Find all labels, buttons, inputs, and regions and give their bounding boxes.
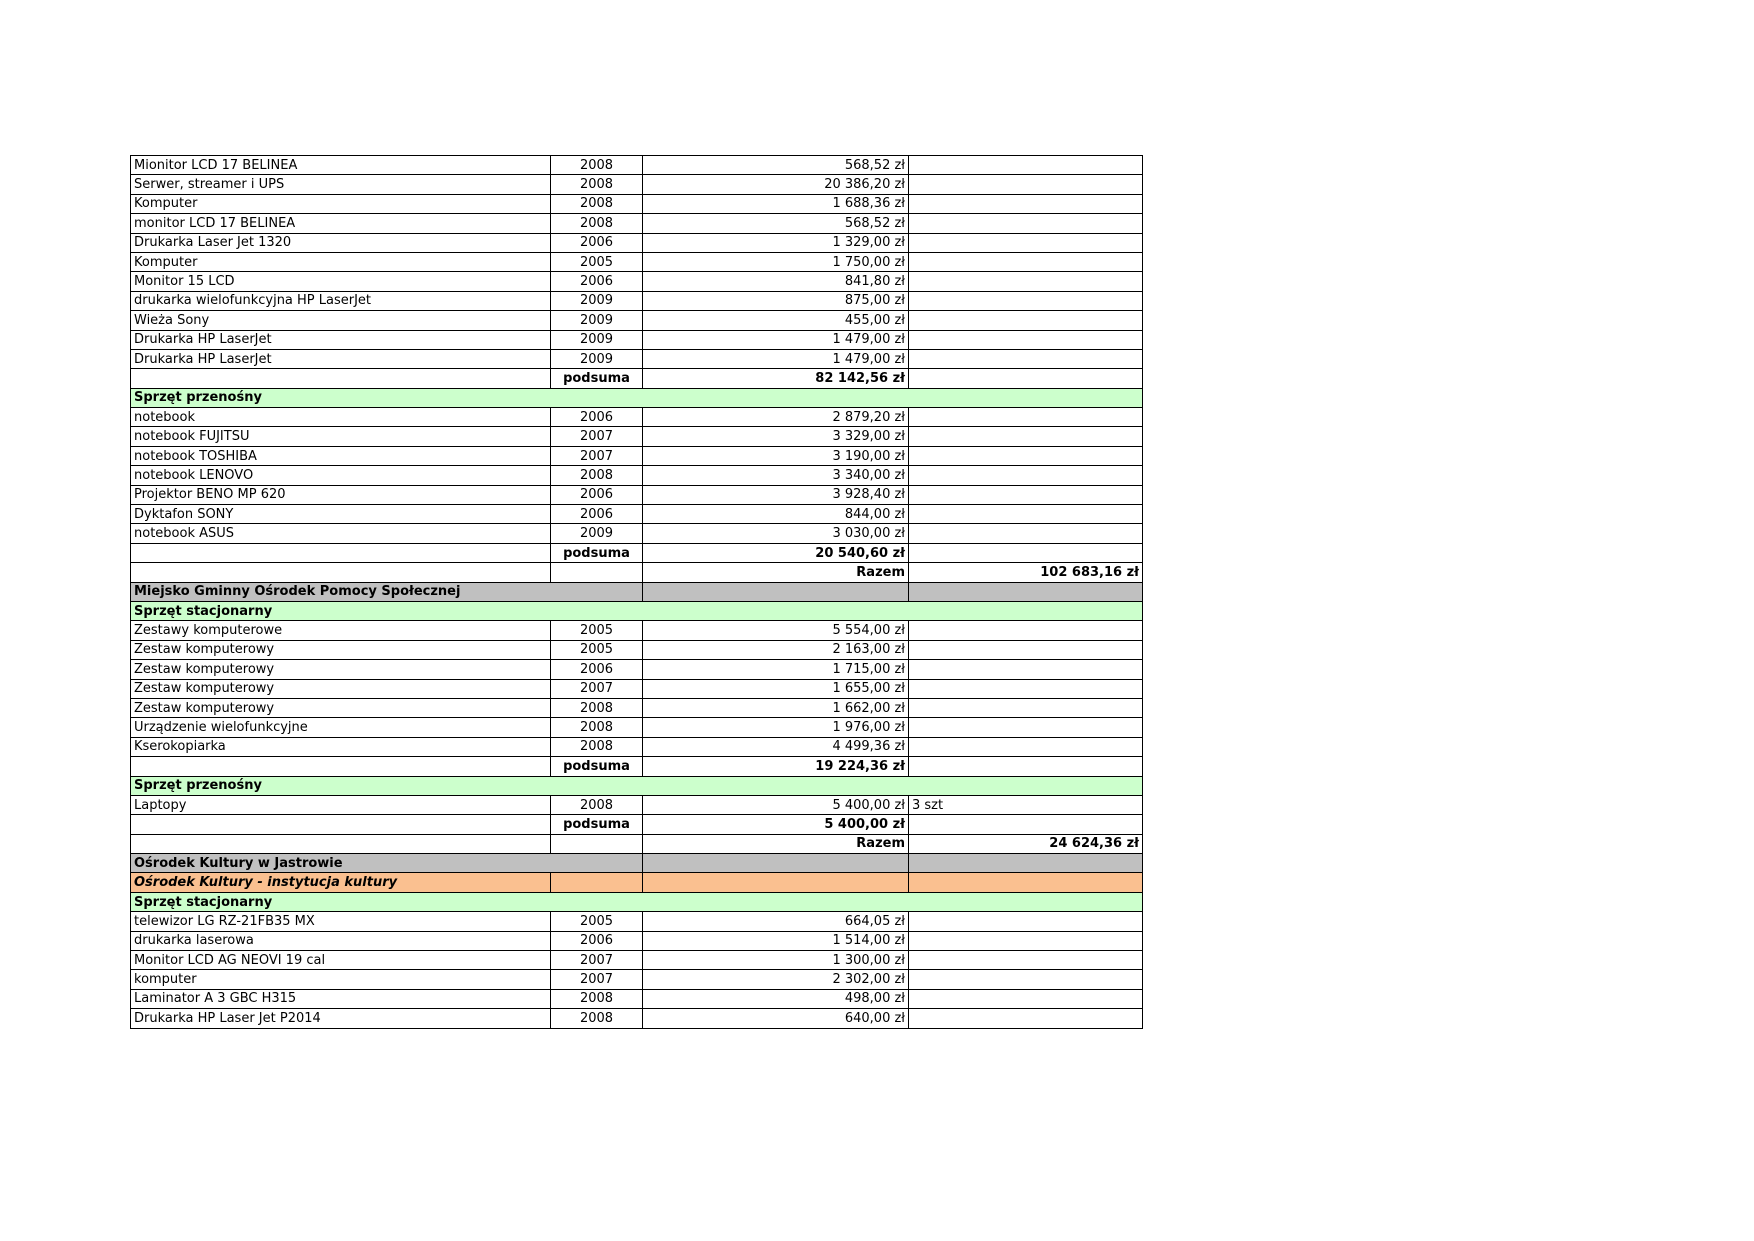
table-row [131,698,1143,717]
table-row [131,214,1143,233]
table-row [131,505,1143,524]
table-row [131,156,1143,175]
empty-cell [131,757,551,776]
item-value-cell: 3 030,00 zł [643,524,909,543]
item-name-cell: Kserokopiarka [131,737,551,756]
item-note-cell [909,311,1143,330]
item-value-cell: 498,00 zł [643,989,909,1008]
item-name-cell: Monitor LCD AG NEOVI 19 cal [131,951,551,970]
item-note-cell [909,698,1143,717]
empty-cell [551,563,643,582]
table-row [131,621,1143,640]
item-value-cell: 1 300,00 zł [643,951,909,970]
item-name-cell: Drukarka HP LaserJet [131,349,551,368]
empty-cell [131,563,551,582]
item-year-cell: 2008 [551,156,643,175]
item-value-cell: 4 499,36 zł [643,737,909,756]
item-value-cell: 1 976,00 zł [643,718,909,737]
empty-cell [909,854,1143,873]
table-row [131,446,1143,465]
table-row [131,330,1143,349]
item-value-cell: 2 163,00 zł [643,640,909,659]
item-name-cell: notebook LENOVO [131,466,551,485]
empty-cell [131,369,551,388]
table-row [131,252,1143,271]
item-note-cell [909,466,1143,485]
item-name-cell: Projektor BENO MP 620 [131,485,551,504]
item-year-cell: 2006 [551,485,643,504]
table-row [131,408,1143,427]
item-name-cell: Serwer, streamer i UPS [131,175,551,194]
unit-header-row [131,582,1143,601]
item-name-cell: Mionitor LCD 17 BELINEA [131,156,551,175]
item-year-cell: 2008 [551,175,643,194]
item-value-cell: 455,00 zł [643,311,909,330]
item-year-cell: 2007 [551,951,643,970]
equipment-table-body [131,156,1143,1029]
item-value-cell: 1 715,00 zł [643,660,909,679]
subtotal-label: podsuma [551,543,643,562]
item-name-cell: Dyktafon SONY [131,505,551,524]
subtotal-value: 20 540,60 zł [643,543,909,562]
table-row [131,737,1143,756]
table-row [131,679,1143,698]
item-value-cell: 5 400,00 zł [643,795,909,814]
institution-row [131,873,1143,892]
item-value-cell: 2 302,00 zł [643,970,909,989]
item-year-cell: 2006 [551,505,643,524]
table-row [131,524,1143,543]
item-year-cell: 2006 [551,272,643,291]
item-year-cell: 2005 [551,621,643,640]
item-value-cell: 3 190,00 zł [643,446,909,465]
category-row [131,776,1143,795]
unit-label: Ośrodek Kultury w Jastrowie [131,854,643,873]
item-name-cell: notebook FUJITSU [131,427,551,446]
item-name-cell: Zestaw komputerowy [131,698,551,717]
table-row [131,485,1143,504]
item-note-cell [909,252,1143,271]
item-name-cell: Drukarka Laser Jet 1320 [131,233,551,252]
table-row [131,466,1143,485]
item-value-cell: 3 340,00 zł [643,466,909,485]
table-row [131,194,1143,213]
item-value-cell: 1 688,36 zł [643,194,909,213]
item-value-cell: 1 662,00 zł [643,698,909,717]
item-value-cell: 640,00 zł [643,1009,909,1028]
item-note-cell [909,485,1143,504]
item-note-cell [909,970,1143,989]
item-value-cell: 20 386,20 zł [643,175,909,194]
item-name-cell: Drukarka HP Laser Jet P2014 [131,1009,551,1028]
table-row [131,795,1143,814]
table-row [131,311,1143,330]
table-row [131,291,1143,310]
empty-cell [131,815,551,834]
item-note-cell [909,640,1143,659]
table-row [131,931,1143,950]
subtotal-row [131,369,1143,388]
item-note-cell [909,349,1143,368]
item-value-cell: 1 329,00 zł [643,233,909,252]
table-row [131,951,1143,970]
total-row [131,834,1143,853]
item-name-cell: notebook TOSHIBA [131,446,551,465]
institution-label: Ośrodek Kultury - instytucja kultury [131,873,551,892]
item-value-cell: 875,00 zł [643,291,909,310]
item-year-cell: 2008 [551,466,643,485]
item-note-cell [909,737,1143,756]
item-year-cell: 2008 [551,989,643,1008]
item-name-cell: Zestaw komputerowy [131,660,551,679]
empty-cell [909,873,1143,892]
subtotal-value: 19 224,36 zł [643,757,909,776]
item-note-cell [909,214,1143,233]
empty-cell [643,582,909,601]
item-year-cell: 2007 [551,446,643,465]
empty-cell [909,582,1143,601]
category-label: Sprzęt przenośny [131,388,1143,407]
empty-cell [131,834,551,853]
category-label: Sprzęt przenośny [131,776,1143,795]
total-label: Razem [643,563,909,582]
table-row [131,640,1143,659]
item-note-cell [909,175,1143,194]
empty-cell [909,543,1143,562]
item-name-cell: telewizor LG RZ-21FB35 MX [131,912,551,931]
item-note-cell [909,427,1143,446]
item-name-cell: notebook ASUS [131,524,551,543]
empty-cell [551,834,643,853]
table-row [131,1009,1143,1028]
table-row [131,660,1143,679]
table-row [131,233,1143,252]
item-name-cell: drukarka laserowa [131,931,551,950]
item-year-cell: 2006 [551,931,643,950]
item-note-cell [909,291,1143,310]
item-year-cell: 2005 [551,912,643,931]
item-name-cell: Drukarka HP LaserJet [131,330,551,349]
table-row [131,272,1143,291]
item-year-cell: 2008 [551,214,643,233]
item-note-cell [909,621,1143,640]
total-value: 24 624,36 zł [909,834,1143,853]
item-value-cell: 5 554,00 zł [643,621,909,640]
item-name-cell: Wieża Sony [131,311,551,330]
item-note-cell [909,931,1143,950]
total-value: 102 683,16 zł [909,563,1143,582]
subtotal-row [131,815,1143,834]
subtotal-row [131,757,1143,776]
item-note-cell [909,156,1143,175]
item-year-cell: 2005 [551,640,643,659]
item-value-cell: 568,52 zł [643,214,909,233]
empty-cell [131,543,551,562]
item-name-cell: monitor LCD 17 BELINEA [131,214,551,233]
subtotal-value: 5 400,00 zł [643,815,909,834]
category-label: Sprzęt stacjonarny [131,892,1143,911]
item-year-cell: 2006 [551,233,643,252]
item-name-cell: Laptopy [131,795,551,814]
item-note-cell [909,660,1143,679]
item-year-cell: 2006 [551,660,643,679]
item-year-cell: 2008 [551,737,643,756]
item-note-cell [909,272,1143,291]
item-year-cell: 2007 [551,427,643,446]
category-label: Sprzęt stacjonarny [131,601,1143,620]
empty-cell [909,815,1143,834]
item-year-cell: 2009 [551,311,643,330]
item-note-cell [909,408,1143,427]
item-note-cell [909,446,1143,465]
category-row [131,388,1143,407]
subtotal-label: podsuma [551,815,643,834]
total-row [131,563,1143,582]
item-year-cell: 2009 [551,524,643,543]
item-year-cell: 2008 [551,718,643,737]
item-note-cell [909,912,1143,931]
item-value-cell: 1 655,00 zł [643,679,909,698]
item-note-cell [909,330,1143,349]
category-row [131,601,1143,620]
item-name-cell: komputer [131,970,551,989]
table-row [131,718,1143,737]
subtotal-row [131,543,1143,562]
item-value-cell: 844,00 zł [643,505,909,524]
item-year-cell: 2009 [551,330,643,349]
item-name-cell: Komputer [131,194,551,213]
item-note-cell [909,718,1143,737]
item-year-cell: 2009 [551,291,643,310]
item-name-cell: Monitor 15 LCD [131,272,551,291]
item-year-cell: 2005 [551,252,643,271]
empty-cell [643,854,909,873]
item-value-cell: 2 879,20 zł [643,408,909,427]
empty-cell [643,873,909,892]
subtotal-label: podsuma [551,369,643,388]
item-year-cell: 2006 [551,408,643,427]
table-row [131,989,1143,1008]
item-value-cell: 1 479,00 zł [643,330,909,349]
item-name-cell: Zestaw komputerowy [131,640,551,659]
table-row [131,427,1143,446]
item-value-cell: 568,52 zł [643,156,909,175]
total-label: Razem [643,834,909,853]
subtotal-value: 82 142,56 zł [643,369,909,388]
item-name-cell: drukarka wielofunkcyjna HP LaserJet [131,291,551,310]
table-row [131,912,1143,931]
item-note-cell [909,505,1143,524]
item-name-cell: notebook [131,408,551,427]
equipment-table [130,155,1143,1029]
empty-cell [909,757,1143,776]
item-value-cell: 841,80 zł [643,272,909,291]
item-note-cell [909,233,1143,252]
item-note-cell [909,524,1143,543]
item-name-cell: Laminator A 3 GBC H315 [131,989,551,1008]
item-year-cell: 2008 [551,1009,643,1028]
subtotal-label: podsuma [551,757,643,776]
table-row [131,349,1143,368]
item-year-cell: 2007 [551,679,643,698]
item-name-cell: Komputer [131,252,551,271]
empty-cell [551,873,643,892]
item-value-cell: 1 750,00 zł [643,252,909,271]
item-value-cell: 3 928,40 zł [643,485,909,504]
item-value-cell: 664,05 zł [643,912,909,931]
item-name-cell: Urządzenie wielofunkcyjne [131,718,551,737]
item-value-cell: 1 514,00 zł [643,931,909,950]
item-year-cell: 2007 [551,970,643,989]
item-year-cell: 2008 [551,698,643,717]
item-note-cell [909,679,1143,698]
unit-label: Miejsko Gminny Ośrodek Pomocy Społecznej [131,582,643,601]
table-row [131,175,1143,194]
item-note-cell [909,951,1143,970]
item-name-cell: Zestawy komputerowe [131,621,551,640]
empty-cell [909,369,1143,388]
item-year-cell: 2009 [551,349,643,368]
item-note-cell: 3 szt [909,795,1143,814]
item-note-cell [909,989,1143,1008]
item-note-cell [909,1009,1143,1028]
item-value-cell: 1 479,00 zł [643,349,909,368]
item-note-cell [909,194,1143,213]
table-row [131,970,1143,989]
item-year-cell: 2008 [551,795,643,814]
item-value-cell: 3 329,00 zł [643,427,909,446]
category-row [131,892,1143,911]
item-name-cell: Zestaw komputerowy [131,679,551,698]
unit-header-row [131,854,1143,873]
item-year-cell: 2008 [551,194,643,213]
